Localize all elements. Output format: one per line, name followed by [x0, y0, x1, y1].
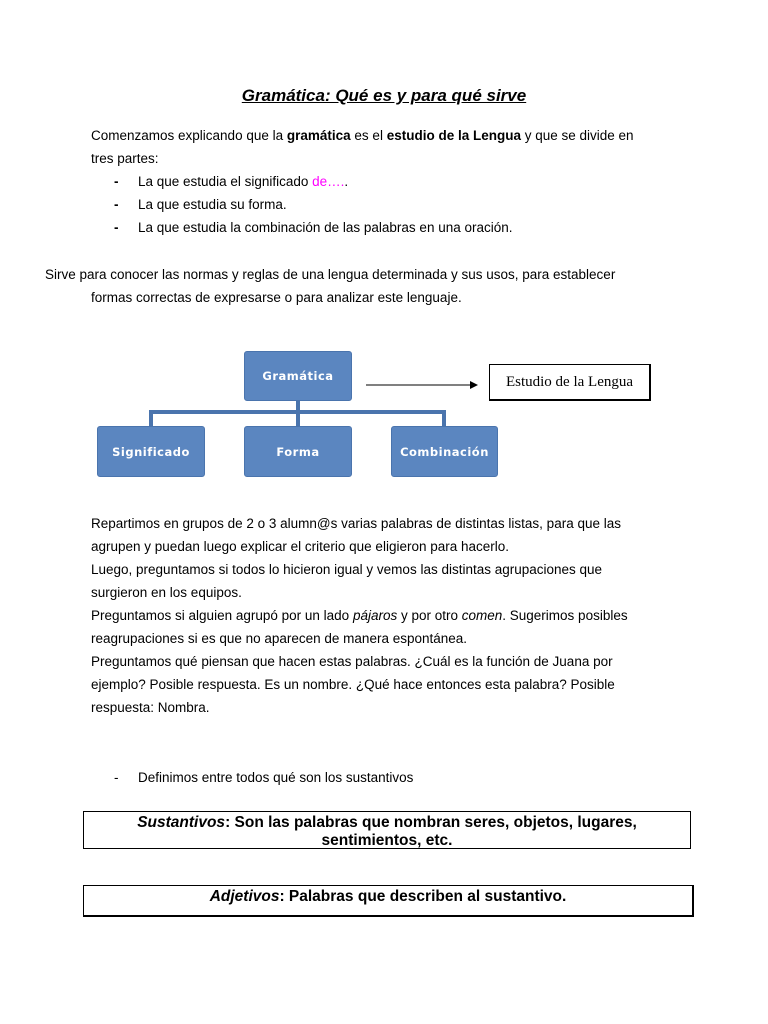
definition-line-2: sentimientos, etc.	[321, 832, 453, 849]
activity-text: y por otro	[397, 608, 462, 623]
activity-p1-line1: Repartimos en grupos de 2 o 3 alumn@s varias palabras de distintas listas, para que las	[91, 516, 621, 531]
activity-p4-line2: ejemplo? Posible respuesta. Es un nombre. ¿Qué hace entonces esta palabra? Posible	[91, 677, 615, 692]
diagram-node-gramatica: Gramática	[244, 351, 352, 401]
diagram-connector	[442, 410, 446, 427]
define-text: Definimos entre todos qué son los sustantivos	[138, 770, 414, 785]
intro-bold-gramatica: gramática	[286, 128, 351, 143]
list-item-text: La que estudia el significado	[138, 174, 313, 189]
activity-italic-comen: comen	[461, 608, 503, 623]
bullet-dash: -	[114, 174, 119, 189]
definition-box-sustantivos	[83, 811, 691, 849]
diagram-connector	[149, 410, 153, 427]
intro-line-1	[91, 124, 676, 147]
list-item	[138, 170, 348, 193]
activity-p2-line1: Luego, preguntamos si todos lo hicieron igual y vemos las distintas agrupaciones que	[91, 562, 603, 577]
intro-bold-estudio: estudio de la Lengua	[386, 128, 521, 143]
list-item-highlight: de….	[312, 174, 345, 189]
activity-p3-line2: reagrupaciones si es que no aparecen de manera espontánea.	[91, 631, 468, 646]
activity-text: . Sugerimos posibles	[502, 608, 628, 623]
intro-paragraph	[91, 124, 676, 170]
bullet-dash: -	[114, 197, 119, 212]
definition-term: Sustantivos	[137, 814, 226, 831]
page-title: Gramática: Qué es y para qué sirve	[241, 86, 527, 105]
activity-p4-line3: respuesta: Nombra.	[91, 700, 210, 715]
arrow-icon	[364, 378, 484, 392]
activity-italic-pajaros: pájaros	[352, 608, 398, 623]
define-dash: -	[114, 770, 119, 785]
definition-line-1	[84, 814, 690, 832]
activity-text: Preguntamos si alguien agrupó por un lado	[91, 608, 353, 623]
list-item-text: .	[344, 174, 349, 189]
intro-text: y que se divide en	[520, 128, 634, 143]
sirve-line-1: Sirve para conocer las normas y reglas de una lengua determinada y sus usos, para establecer	[45, 267, 616, 282]
activity-p2-line2: surgieron en los equipos.	[91, 585, 242, 600]
intro-text: es el	[350, 128, 387, 143]
definition-text: : Palabras que describen al sustantivo.	[279, 888, 567, 905]
diagram-label-box: Estudio de la Lengua	[489, 364, 651, 401]
diagram-node-combinacion: Combinación	[391, 426, 498, 477]
definition-line	[84, 888, 692, 906]
sirve-line-2: formas correctas de expresarse o para analizar este lenguaje.	[91, 290, 462, 305]
diagram-connector	[296, 410, 300, 427]
activity-p3-line1	[91, 604, 676, 627]
activity-p4-line1: Preguntamos qué piensan que hacen estas palabras. ¿Cuál es la función de Juana por	[91, 654, 613, 669]
diagram-node-forma: Forma	[244, 426, 352, 477]
bullet-dash: -	[114, 220, 119, 235]
intro-text: Comenzamos explicando que la	[91, 128, 287, 143]
definition-term: Adjetivos	[209, 888, 280, 905]
diagram-node-significado: Significado	[97, 426, 205, 477]
definition-text: : Son las palabras que nombran seres, objetos, lugares,	[225, 814, 637, 831]
list-item: La que estudia la combinación de las palabras en una oración.	[138, 220, 513, 235]
definition-box-adjetivos	[83, 885, 694, 917]
activity-p1-line2: agrupen y puedan luego explicar el criterio que eligieron para hacerlo.	[91, 539, 510, 554]
list-item: La que estudia su forma.	[138, 197, 287, 212]
intro-line-2: tres partes:	[91, 151, 159, 166]
